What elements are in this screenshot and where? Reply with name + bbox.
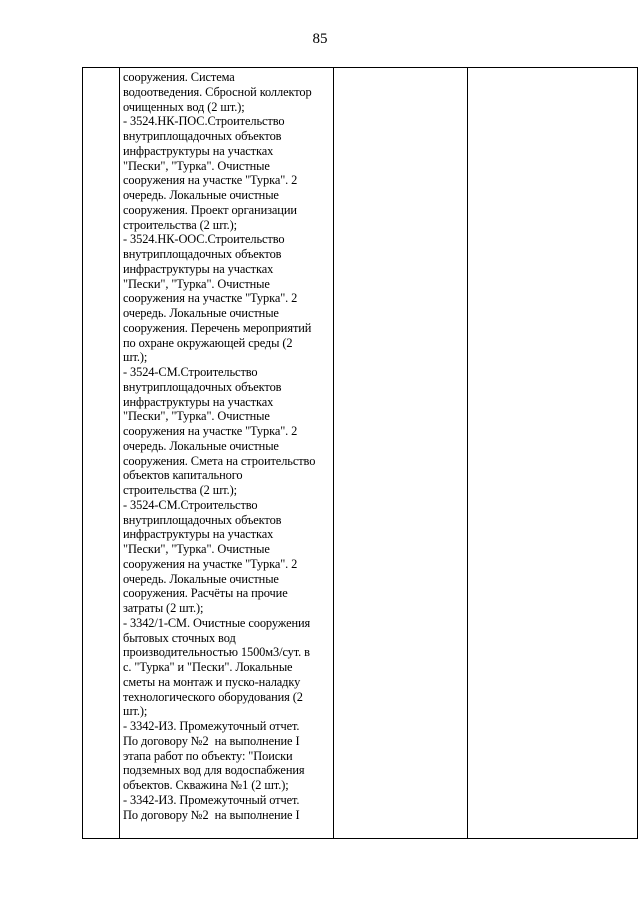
description-line: По договору №2 на выполнение I: [123, 733, 300, 748]
description-line: сооружения. Система: [123, 70, 235, 84]
description-line: сооружения на участке "Турка". 2: [123, 424, 298, 438]
description-line: "Пески", "Турка". Очистные: [123, 276, 270, 291]
description-line: подземных вод для водоспабжения: [123, 763, 305, 778]
description-line: шт.);: [123, 350, 148, 365]
description-line: сооружения на участке "Турка". 2: [123, 556, 298, 571]
description-line: сооружения на участке "Турка". 2: [123, 173, 298, 188]
description-line: - 3524-СМ.Строительство: [123, 497, 258, 512]
description-line: по охране окружающей среды (2: [123, 335, 293, 350]
description-line: строительства (2 шт.);: [123, 217, 237, 232]
description-line: инфраструктуры на участках: [123, 143, 274, 158]
description-line: внутриплощадочных объектов: [123, 379, 282, 394]
description-line: "Пески", "Турка". Очистные: [123, 409, 270, 424]
description-line: "Пески", "Турка". Очистные: [123, 158, 270, 173]
page-number: 85: [312, 31, 328, 47]
description-line: сооружения на участке "Турка". 2: [123, 291, 298, 306]
description-line: с. "Турка" и "Пески". Локальные: [123, 660, 293, 674]
description-line: объектов капитального: [123, 468, 243, 483]
number-cell: [83, 68, 120, 839]
description-line: объектов. Скважина №1 (2 шт.);: [123, 778, 289, 792]
description-line: - 3524-СМ.Строительство: [123, 365, 258, 379]
description-line: очищенных вод (2 шт.);: [123, 99, 245, 114]
description-line: бытовых сточных вод: [123, 630, 236, 645]
description-line: очередь. Локальные очистные: [123, 188, 279, 202]
description-cell: [120, 68, 334, 839]
description-line: "Пески", "Турка". Очистные: [123, 542, 270, 556]
description-line: - 3524.НК-ООС.Строительство: [123, 232, 285, 247]
description-text: [120, 68, 333, 822]
description-line: внутриплощадочных объектов: [123, 129, 282, 143]
description-line: инфраструктуры на участках: [123, 527, 274, 542]
description-line: - 3342/1-СМ. Очистные сооружения: [123, 615, 311, 630]
description-line: производительностью 1500м3/сут. в: [123, 645, 310, 660]
description-line: сметы на монтаж и пуско-наладку: [123, 674, 301, 689]
description-line: очередь. Локальные очистные: [123, 571, 279, 586]
description-line: инфраструктуры на участках: [123, 261, 274, 276]
description-line: технологического оборудования (2: [123, 689, 303, 704]
description-line: инфраструктуры на участках: [123, 394, 274, 409]
description-line: очередь. Локальные очистные: [123, 306, 279, 320]
description-line: водоотведения. Сбросной коллектор: [123, 84, 312, 99]
description-line: - 3524.НК-ПОС.Строительство: [123, 114, 285, 129]
description-line: шт.);: [123, 704, 148, 719]
document-table: [82, 67, 638, 839]
empty-cell-3: [334, 68, 468, 839]
description-line: очередь. Локальные очистные: [123, 438, 279, 453]
description-line: сооружения. Перечень мероприятий: [123, 320, 312, 335]
description-line: сооружения. Расчёты на прочие: [123, 586, 288, 601]
description-line: строительства (2 шт.);: [123, 483, 237, 497]
empty-cell-4: [468, 68, 638, 839]
description-line: этапа работ по объекту: "Поиски: [123, 748, 293, 763]
description-line: - 3342-ИЗ. Промежуточный отчет.: [123, 719, 300, 733]
table-row: [83, 68, 638, 839]
description-line: - 3342-ИЗ. Промежуточный отчет.: [123, 792, 300, 807]
description-line: сооружения. Смета на строительство: [123, 453, 316, 468]
description-line: внутриплощадочных объектов: [123, 512, 282, 527]
description-line: затраты (2 шт.);: [123, 601, 204, 615]
description-line: По договору №2 на выполнение I: [123, 807, 300, 822]
description-line: сооружения. Проект организации: [123, 202, 297, 217]
description-line: внутриплощадочных объектов: [123, 247, 282, 261]
